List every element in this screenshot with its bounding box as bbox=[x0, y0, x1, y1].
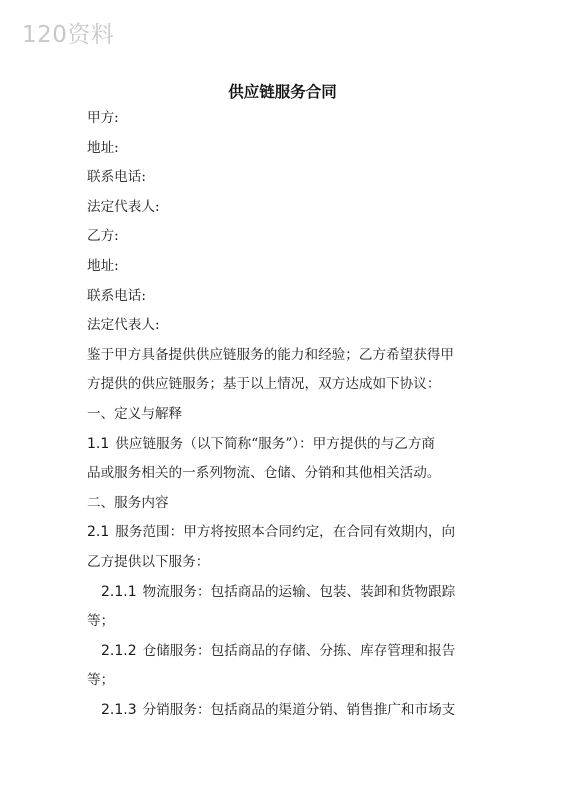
party-b-phone-line: 联系电话: bbox=[87, 287, 146, 304]
clause-number: 2.1.3 bbox=[101, 701, 137, 718]
section-heading-services: 二、服务内容 bbox=[87, 494, 169, 511]
party-a-line: 甲方: bbox=[87, 110, 119, 126]
clause-2-1: 2.1 服务范围：甲方将按照本合同约定，在合同有效期内，向 bbox=[87, 524, 456, 541]
preamble-line: 方提供的供应链服务；基于以上情况，双方达成如下协议： bbox=[87, 376, 441, 393]
preamble-line: 鉴于甲方具备提供供应链服务的能力和经验；乙方希望获得甲 bbox=[87, 346, 455, 363]
section-heading-definitions: 一、定义与解释 bbox=[87, 405, 183, 422]
document-body bbox=[87, 104, 485, 725]
party-b-address-line: 地址: bbox=[87, 257, 119, 274]
clause-number: 2.1 bbox=[87, 524, 110, 541]
clause-number: 2.1.1 bbox=[101, 583, 137, 600]
clause-2-1-3: 2.1.3 分销服务：包括商品的渠道分销、销售推广和市场支 bbox=[101, 701, 456, 718]
party-a-phone-line: 联系电话: bbox=[87, 169, 146, 186]
party-a-address-line: 地址: bbox=[87, 139, 119, 156]
clause-number: 1.1 bbox=[87, 435, 110, 452]
clause-2-1-continued: 乙方提供以下服务： bbox=[87, 553, 210, 570]
party-a-representative-line: 法定代表人: bbox=[87, 198, 160, 215]
clause-2-1-1: 2.1.1 物流服务：包括商品的运输、包装、装卸和货物跟踪 bbox=[101, 583, 456, 600]
clause-2-1-2-continued: 等； bbox=[87, 672, 115, 689]
document-title: 供应链服务合同 bbox=[228, 83, 337, 101]
clause-1-1: 1.1 供应链服务（以下简称“服务”）：甲方提供的与乙方商 bbox=[87, 435, 436, 452]
clause-1-1-continued: 品或服务相关的一系列物流、仓储、分销和其他相关活动。 bbox=[87, 465, 441, 482]
clause-number: 2.1.2 bbox=[101, 642, 137, 659]
party-b-representative-line: 法定代表人: bbox=[87, 317, 160, 334]
party-b-line: 乙方: bbox=[87, 228, 119, 245]
clause-2-1-2: 2.1.2 仓储服务：包括商品的存储、分拣、库存管理和报告 bbox=[101, 642, 456, 659]
watermark-logo: 120资料 bbox=[22, 22, 115, 48]
clause-2-1-1-continued: 等； bbox=[87, 613, 115, 630]
